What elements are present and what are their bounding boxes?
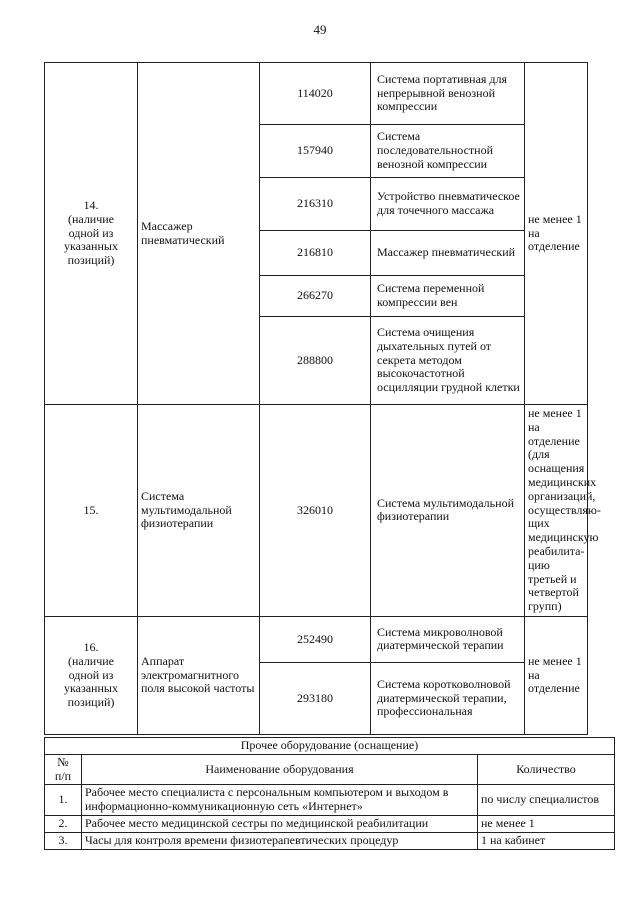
other-equipment-table [44,737,615,850]
group-number: 15. [45,405,138,617]
row-number: 3. [45,832,82,849]
table-row [45,832,615,849]
table-caption-row [45,738,615,755]
equipment-code: 157940 [260,125,371,178]
equipment-code: 288800 [260,317,371,405]
equipment-description: Система последовательностной венозной компрессии [371,125,525,178]
column-header-name: Наименование оборудования [82,754,478,785]
page-number: 49 [313,22,327,37]
equipment-quantity: не менее 1 на отделение [525,616,588,734]
group-number: 14. (наличие одной из указанных позиций) [45,63,138,405]
equipment-name: Аппарат электромагнитного поля высокой частоты [138,616,260,734]
main-equipment-table [44,62,601,735]
equipment-code: 216810 [260,231,371,276]
equipment-code: 293180 [260,662,371,734]
table-row [45,63,588,125]
table-caption: Прочее оборудование (оснащение) [45,738,615,755]
column-header-quantity: Количество [478,754,615,785]
equipment-description: Система микроволновой диатермической терапии [371,616,525,662]
equipment-code: 326010 [260,405,371,617]
table-row [45,616,588,662]
equipment-description: Устройство пневматическое для точечного массажа [371,178,525,231]
row-number: 1. [45,785,82,816]
equipment-code: 114020 [260,63,371,125]
equipment-code: 216310 [260,178,371,231]
row-quantity: 1 на кабинет [478,832,615,849]
equipment-name: Массажер пневматический [138,63,260,405]
row-quantity: не менее 1 [478,815,615,832]
equipment-quantity: не менее 1 на отделение (для оснащения медицинских организаций, осуществляю-щих медицинскую реабилита-цию третьей и четвертой групп) [525,405,588,617]
table-row [45,815,615,832]
table-row [45,405,588,617]
equipment-description: Система портативная для непрерывной венозной компрессии [371,63,525,125]
table-row [45,785,615,816]
equipment-quantity: не менее 1 на отделение [525,63,588,405]
row-number: 2. [45,815,82,832]
equipment-name: Система мультимодальной физиотерапии [138,405,260,617]
equipment-code: 266270 [260,276,371,317]
equipment-code: 252490 [260,616,371,662]
equipment-description: Массажер пневматический [371,231,525,276]
equipment-description: Система мультимодальной физиотерапии [371,405,525,617]
equipment-description: Система коротковолновой диатермической терапии, профессиональная [371,662,525,734]
row-name: Рабочее место специалиста с персональным компьютером и выходом в информационно-коммуникационную сеть «Интернет» [82,785,478,816]
row-name: Часы для контроля времени физиотерапевтических процедур [82,832,478,849]
column-header-number: № п/п [45,754,82,785]
table-header-row [45,754,615,785]
equipment-description: Система очищения дыхательных путей от секрета методом высокочастотной осцилляции грудной клетки [371,317,525,405]
equipment-description: Система переменной компрессии вен [371,276,525,317]
group-number: 16. (наличие одной из указанных позиций) [45,616,138,734]
row-quantity: по числу специалистов [478,785,615,816]
row-name: Рабочее место медицинской сестры по медицинской реабилитации [82,815,478,832]
